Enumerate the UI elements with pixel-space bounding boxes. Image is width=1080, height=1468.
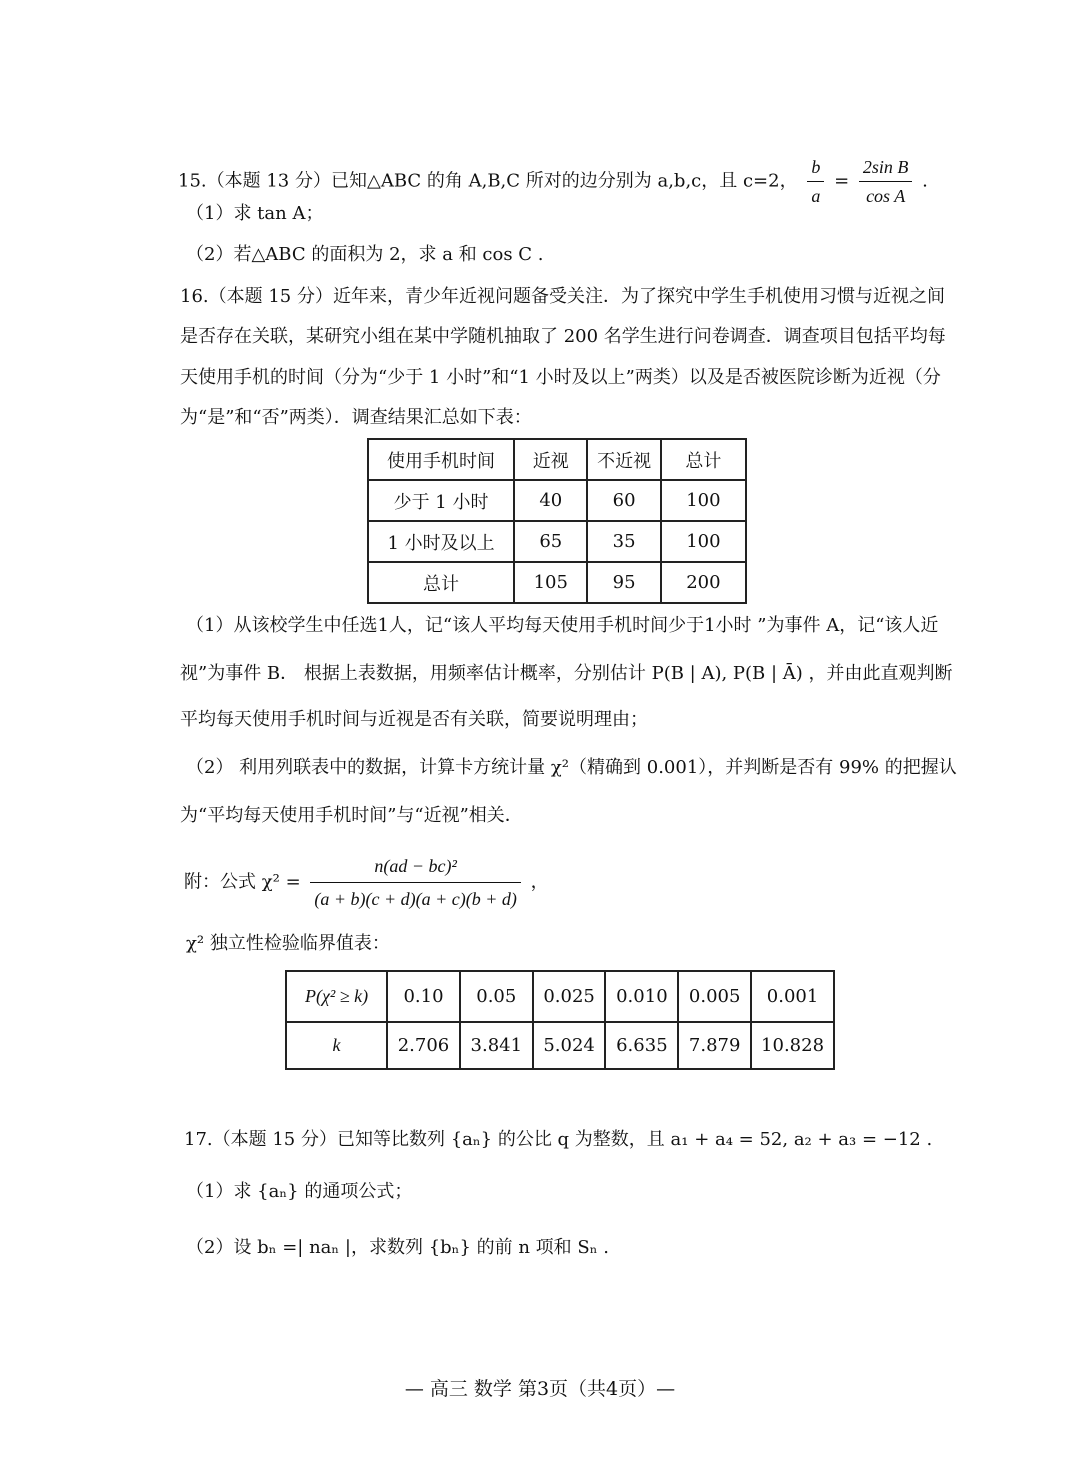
q17-part1: （1）求 {aₙ} 的通项公式； (186, 1181, 413, 1202)
table-cell: 0.025 (533, 971, 606, 1022)
q15-fraction-right (859, 155, 913, 208)
q17-part2: （2）设 bₙ =| naₙ |，求数列 {bₙ} 的前 n 项和 Sₙ . (186, 1237, 609, 1258)
table-row (368, 521, 746, 562)
q17-stem: 17.（本题 15 分）已知等比数列 {aₙ} 的公比 q 为整数，且 a₁ + a₄ = 52, a₂ + a₃ = −12 . (184, 1129, 933, 1150)
q15-part1: （1）求 tan A； (186, 203, 324, 224)
table-row (368, 480, 746, 521)
table-header-cell: 使用手机时间 (368, 439, 514, 480)
q15-stem-end: . (922, 170, 928, 192)
q16-part2-line-2: 为“平均每天使用手机时间”与“近视”相关． (180, 805, 523, 826)
table-cell: 总计 (368, 562, 514, 603)
survey-table (367, 438, 747, 604)
equals-sign: = (834, 170, 850, 192)
table-cell: 100 (661, 480, 746, 521)
fraction-denominator: a (811, 186, 821, 206)
table-cell: 2.706 (387, 1022, 460, 1069)
table-cell: 60 (587, 480, 660, 521)
fraction-numerator: b (807, 155, 824, 182)
table-cell: 7.879 (678, 1022, 751, 1069)
q16-part1-line-2: 视”为事件 B． 根据上表数据，用频率估计概率，分别估计 P(B | A), P(B | Ā) ，并由此直观判断 (180, 663, 953, 684)
q16-part1-line-3: 平均每天使用手机时间与近视是否有关联，简要说明理由； (180, 709, 648, 730)
q16-part2-line-1: （2） 利用列联表中的数据，计算卡方统计量 χ²（精确到 0.001），并判断是否有 99% 的把握认 (186, 757, 957, 778)
q16-stem-line-2: 是否存在关联，某研究小组在某中学随机抽取了 200 名学生进行问卷调查．调查项目包括平均每 (180, 326, 946, 347)
table-cell: 95 (587, 562, 660, 603)
table-row (368, 562, 746, 603)
table-cell: 35 (587, 521, 660, 562)
table-cell: 100 (661, 521, 746, 562)
q16-stem-line-4: 为“是”和“否”两类）．调查结果汇总如下表： (180, 407, 532, 428)
table-cell: 105 (514, 562, 587, 603)
table-cell: 0.05 (460, 971, 533, 1022)
table-header-cell: 不近视 (587, 439, 660, 480)
formula-suffix: ， (530, 871, 549, 893)
critical-value-title: χ² 独立性检验临界值表： (186, 933, 390, 954)
table-cell: 0.10 (387, 971, 460, 1022)
page-footer: — 高三 数学 第3页（共4页）— (404, 1378, 676, 1400)
table-row (286, 971, 834, 1022)
table-cell: P(χ² ≥ k) (286, 971, 387, 1022)
table-cell: 40 (514, 480, 587, 521)
table-cell: 0.010 (605, 971, 678, 1022)
table-cell: 6.635 (605, 1022, 678, 1069)
q16-stem-line-1: 16.（本题 15 分）近年来，青少年近视问题备受关注．为了探究中学生手机使用习惯与近视之间 (180, 286, 945, 307)
fraction-numerator: 2sin B (859, 155, 913, 182)
table-cell: 5.024 (533, 1022, 606, 1069)
table-cell: k (286, 1022, 387, 1069)
table-cell: 3.841 (460, 1022, 533, 1069)
fraction-denominator: cos A (866, 186, 906, 206)
formula-fraction (310, 852, 521, 913)
chi-square-formula (184, 852, 549, 913)
q16-stem-line-3: 天使用手机的时间（分为“少于 1 小时”和“1 小时及以上”两类）以及是否被医院诊断为近视（分 (180, 367, 941, 388)
critical-value-table (285, 970, 835, 1070)
table-header-row (368, 439, 746, 480)
fraction-denominator: (a + b)(c + d)(a + c)(b + d) (314, 889, 517, 909)
q16-part1-line-1: （1）从该校学生中任选1人，记“该人平均每天使用手机时间少于1小时 ”为事件 A，记“该人近 (186, 615, 939, 636)
fraction-numerator: n(ad − bc)² (310, 852, 521, 883)
q15-part2: （2）若△ABC 的面积为 2，求 a 和 cos C . (186, 244, 544, 265)
table-cell: 1 小时及以上 (368, 521, 514, 562)
table-header-cell: 近视 (514, 439, 587, 480)
q15-fraction-left (807, 155, 824, 208)
table-cell: 0.005 (678, 971, 751, 1022)
table-row (286, 1022, 834, 1069)
table-cell: 200 (661, 562, 746, 603)
table-cell: 0.001 (751, 971, 834, 1022)
q15-stem-line (178, 155, 928, 208)
q15-stem: 15.（本题 13 分）已知△ABC 的角 A,B,C 所对的边分别为 a,b,c，且 c=2， (178, 170, 798, 192)
table-cell: 少于 1 小时 (368, 480, 514, 521)
formula-prefix: 附：公式 χ² = (184, 871, 301, 893)
table-cell: 65 (514, 521, 587, 562)
table-cell: 10.828 (751, 1022, 834, 1069)
table-header-cell: 总计 (661, 439, 746, 480)
